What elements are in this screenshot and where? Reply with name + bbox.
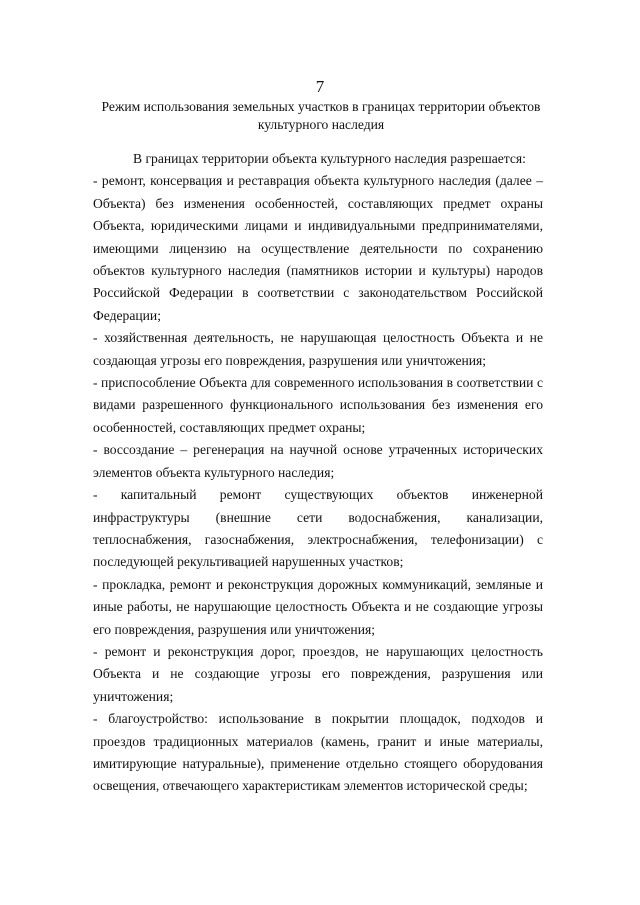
page-number: 7 (315, 77, 325, 96)
list-item: - ремонт, консервация и реставрация объекта культурного наследия (далее – Объекта) без изменения особенностей, составляющих предмет охраны Объекта, юридическими лицами и индивидуальными предпринимателями, имеющими лицензию на осуществление деятельности по сохранению объектов культурного наследия (памятников истории и культуры) народов Российской Федерации в соответствии с законодательством Российской Федерации; (93, 173, 543, 323)
list-item: - прокладка, ремонт и реконструкция дорожных коммуникаций, земляные и иные работы, не нарушающие целостность Объекта и не создающие угрозы его повреждения, разрушения или уничтожения; (93, 576, 543, 637)
list-item: - воссоздание – регенерация на научной основе утраченных исторических элементов объекта культурного наследия; (93, 442, 543, 480)
intro-paragraph: В границах территории объекта культурного наследия разрешается: (133, 151, 526, 166)
list-item: - капитальный ремонт существующих объектов инженерной инфраструктуры (внешние сети водоснабжения, канализации, теплоснабжения, газоснабжения, электроснабжения, телефонизации) с последующей рекультивацией нарушенных участков; (93, 487, 543, 570)
list-item: - хозяйственная деятельность, не нарушающая целостность Объекта и не создающая угрозы его повреждения, разрушения или уничтожения; (93, 330, 543, 368)
document-body (93, 148, 543, 798)
list-item: - благоустройство: использование в покрытии площадок, подходов и проездов традиционных материалов (камень, гранит и иные материалы, имитирующие натуральные), применение отдельно стоящего оборудования освещения, отвечающего характеристикам элементов исторической среды; (93, 711, 543, 794)
list-item: - ремонт и реконструкция дорог, проездов, не нарушающих целостность Объекта и не создающие угрозы его повреждения, разрушения или уничтожения; (93, 643, 543, 704)
section-heading: Режим использования земельных участков в границах территории объектов культурного наследия (101, 99, 541, 132)
list-item: - приспособление Объекта для современного использования в соответствии с видами разрешенного функционального использования без изменения его особенностей, составляющих предмет охраны; (93, 375, 543, 435)
